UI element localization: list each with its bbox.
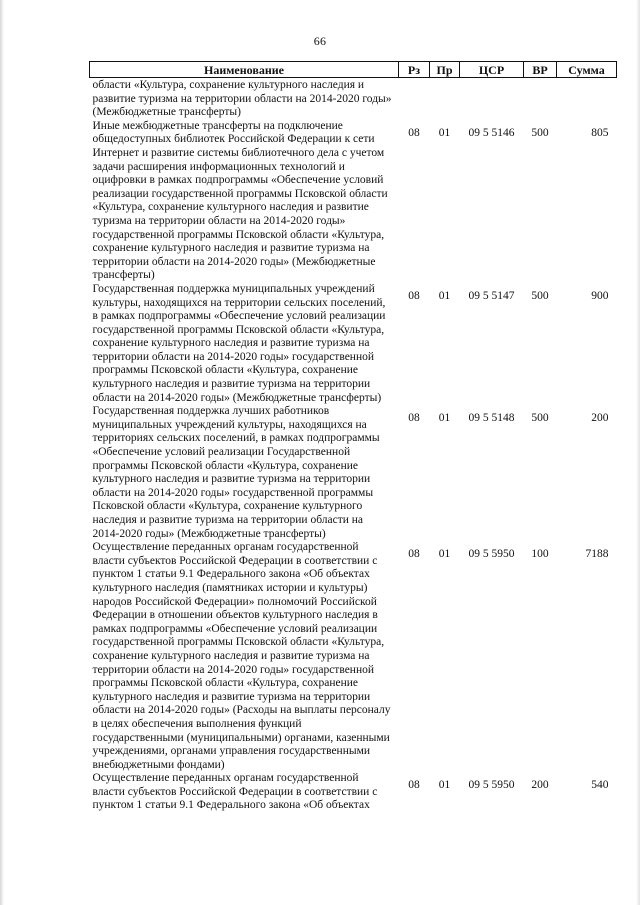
header-vr: ВР [524,62,557,78]
row-vr: 500 [531,126,549,139]
table-header [90,62,617,78]
table-row [90,283,617,405]
header-pr: Пр [430,62,460,78]
row-pr: 01 [438,289,451,302]
row-name: Осуществление переданных органам государственной власти субъектов Российской Федерации в соответствии с пунктом 1 статьи 9.1 Федерального закона «Об объектах культурного наследия (памятниках истории и культуры) народов Российской Федерации» полномочий Российской Федерации в отношении объектов культурного наследия в рамках подпрограммы «Обеспечение условий реализации государственной программы Псковской области «Культура, сохранение культурного наследия и развитие туризма на территории области на 2014-2020 годы» государственной программы Псковской области «Культура, сохранение культурного наследия и развитие туризма на территории области на 2014-2020 годы» (Расходы на выплаты персоналу в целях обеспечения выполнения функций государственными (муниципальными) органами, казенными учреждениями, органами управления государственными внебюджетными фондами) [92,541,391,771]
row-pr: 01 [438,779,451,792]
row-sum: 7188 [585,548,609,561]
row-name: Государственная поддержка лучших работников муниципальных учреждений культуры, находящихся на территориях сельских поселений, в рамках подпрограммы «Обеспечение условий реализации Государственной программы Псковской области «Культура, сохранение культурного наследия и развитие туризма на территории области на 2014-2020 годы» государственной программы Псковской области «Культура, сохранение культурного наследия и развитие туризма на территории области на 2014-2020 годы» (Межбюджетные трансферты) [92,405,380,540]
row-pr: 01 [438,412,451,425]
row-csr: 09 5 5148 [468,412,515,425]
row-name: Иные межбюджетные трансферты на подключение общедоступных библиотек Российской Федерации к сети Интернет и развитие системы библиотечного дела с учетом задачи расширения информационных технологий и оцифровки в рамках подпрограммы «Обеспечение условий реализации государственной программы Псковской области «Культура, сохранение культурного наследия и развитие туризма на территории области на 2014-2020 годы» государственной программы Псковской области «Культура, сохранение культурного наследия и развитие туризма на территории области на 2014-2020 годы» (Межбюджетные трансферты) [92,119,388,282]
row-pr [430,78,460,120]
row-sum: 805 [591,126,609,139]
header-sum: Сумма [557,62,617,78]
row-sum: 200 [591,412,609,425]
scan-edge-left [0,0,4,905]
table-row [90,541,617,772]
header-rz: Рз [399,62,430,78]
row-vr: 500 [531,289,549,302]
row-csr: 09 5 5950 [468,548,515,561]
row-vr: 100 [531,548,549,561]
row-rz: 08 [408,126,420,139]
page-number: 66 [313,34,327,48]
table-row [90,120,617,283]
row-rz: 08 [408,779,420,792]
header-name: Наименование [90,62,399,78]
row-csr: 09 5 5147 [468,289,515,302]
row-vr [524,78,557,120]
header-row [90,62,617,78]
row-csr: 09 5 5146 [468,126,515,139]
row-name: Осуществление переданных органам государственной власти субъектов Российской Федерации в соответствии с пунктом 1 статьи 9.1 Федерального закона «Об объектах [92,772,378,812]
header-csr: ЦСР [460,62,524,78]
row-rz: 08 [408,412,420,425]
budget-table [89,61,617,813]
row-pr: 01 [438,548,451,561]
row-sum [557,78,617,120]
scan-edge-right [636,0,640,905]
table-row [90,405,617,541]
row-csr [460,78,524,120]
row-name: Государственная поддержка муниципальных учреждений культуры, находящихся на территории сельских поселений, в рамках подпрограммы «Обеспечение условий реализации государственной программы Псковской области «Культура, сохранение культурного наследия и развитие туризма на территории области на 2014-2020 годы» государственной программы Псковской области «Культура, сохранение культурного наследия и развитие туризма на территории области на 2014-2020 годы» (Межбюджетные трансферты) [92,282,386,404]
row-vr: 500 [531,412,549,425]
row-csr: 09 5 5950 [468,779,515,792]
row-rz: 08 [408,289,420,302]
row-pr: 01 [438,126,451,139]
row-vr: 200 [531,779,549,792]
row-name: области «Культура, сохранение культурного наследия и развитие туризма на территории области на 2014-2020 годы» (Межбюджетные трансферты) [92,79,392,119]
table-row [90,772,617,813]
table-row [90,78,617,120]
table-body [90,78,617,814]
row-rz [399,78,430,120]
row-sum: 540 [591,779,609,792]
row-sum: 900 [591,289,609,302]
row-rz: 08 [408,548,420,561]
